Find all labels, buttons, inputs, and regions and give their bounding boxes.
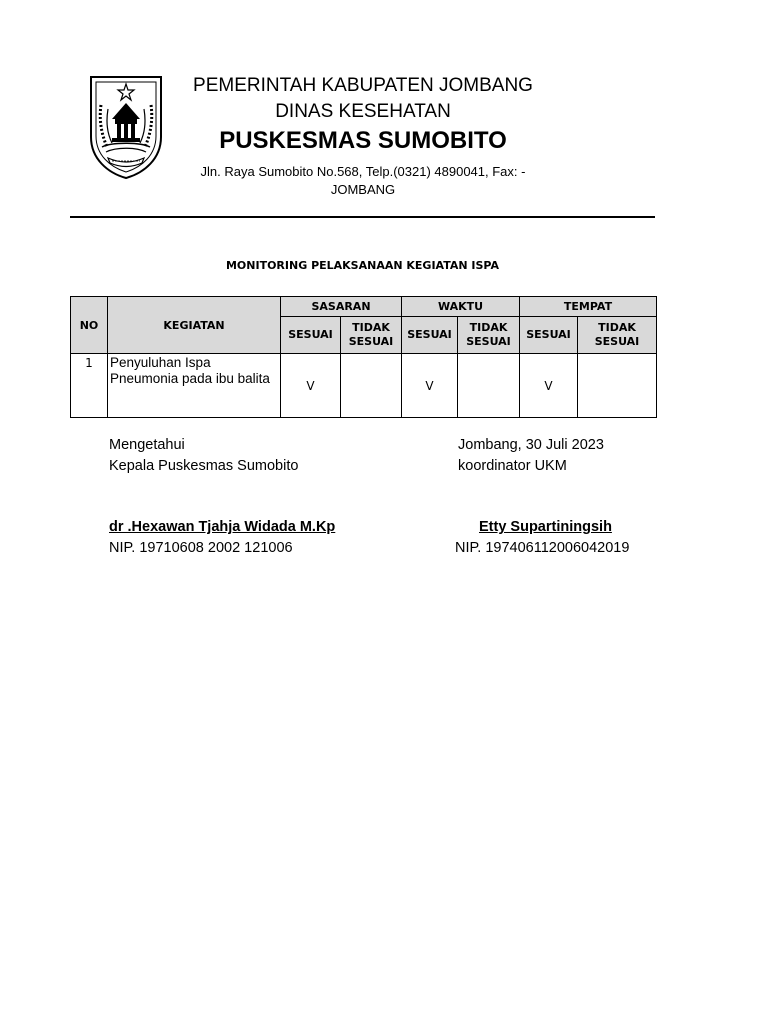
waktu-tidak-sesuai-cell bbox=[458, 354, 520, 418]
sasaran-tidak-sesuai-cell bbox=[341, 354, 402, 418]
header-no: NO bbox=[71, 297, 108, 354]
right-sign-name: Etty Supartiningsih bbox=[479, 519, 612, 535]
header-tidak-word: TIDAK bbox=[352, 321, 390, 334]
sasaran-sesuai-cell: V bbox=[281, 354, 341, 418]
tempat-tidak-sesuai-cell bbox=[578, 354, 657, 418]
header-divider bbox=[70, 216, 655, 218]
header-sesuai-word: SESUAI bbox=[348, 335, 394, 348]
row-number: 1 bbox=[71, 354, 108, 418]
header-tidak-word: TIDAK bbox=[469, 321, 508, 334]
right-sign-date: Jombang, 30 Juli 2023 bbox=[458, 437, 604, 453]
kegiatan-line: Penyuluhan Ispa bbox=[110, 355, 211, 370]
tempat-sesuai-cell: V bbox=[520, 354, 578, 418]
header-tempat: TEMPAT bbox=[520, 297, 657, 317]
left-sign-nip: NIP. 19710608 2002 121006 bbox=[109, 540, 293, 556]
left-sign-position: Kepala Puskesmas Sumobito bbox=[109, 458, 299, 474]
kabupaten-emblem-icon bbox=[88, 75, 164, 179]
header-tempat-sesuai: SESUAI bbox=[520, 317, 578, 354]
header-department: DINAS KESEHATAN bbox=[275, 101, 451, 122]
address-city: JOMBANG bbox=[330, 182, 396, 197]
row-kegiatan bbox=[108, 354, 281, 418]
header-tidak-word: TIDAK bbox=[598, 321, 636, 334]
left-sign-acknowledge: Mengetahui bbox=[109, 437, 185, 453]
header-sesuai-word: SESUAI bbox=[466, 335, 511, 348]
header-address bbox=[158, 163, 568, 199]
monitoring-table bbox=[70, 296, 657, 418]
address-line: Jln. Raya Sumobito No.568, Telp.(0321) 4890041, Fax: - bbox=[200, 164, 526, 179]
header-sasaran-tidak-sesuai bbox=[341, 317, 402, 354]
waktu-sesuai-cell: V bbox=[402, 354, 458, 418]
header-sesuai-word: SESUAI bbox=[594, 335, 640, 348]
header-institution: PUSKESMAS SUMOBITO bbox=[219, 127, 507, 154]
header-sasaran-sesuai: SESUAI bbox=[281, 317, 341, 354]
left-sign-name: dr .Hexawan Tjahja Widada M.Kp bbox=[109, 519, 336, 535]
header-sasaran: SASARAN bbox=[281, 297, 402, 317]
right-sign-position: koordinator UKM bbox=[458, 458, 567, 474]
table-row bbox=[71, 354, 657, 418]
header-waktu-sesuai: SESUAI bbox=[402, 317, 458, 354]
right-sign-nip: NIP. 197406112006042019 bbox=[455, 540, 630, 556]
header-tempat-tidak-sesuai bbox=[578, 317, 657, 354]
header-government: PEMERINTAH KABUPATEN JOMBANG bbox=[193, 75, 533, 96]
document-title: MONITORING PELAKSANAAN KEGIATAN ISPA bbox=[225, 259, 499, 272]
header-waktu-tidak-sesuai bbox=[458, 317, 520, 354]
kegiatan-line: Pneumonia pada ibu balita bbox=[110, 371, 270, 386]
header-waktu: WAKTU bbox=[402, 297, 520, 317]
header-kegiatan: KEGIATAN bbox=[108, 297, 281, 354]
